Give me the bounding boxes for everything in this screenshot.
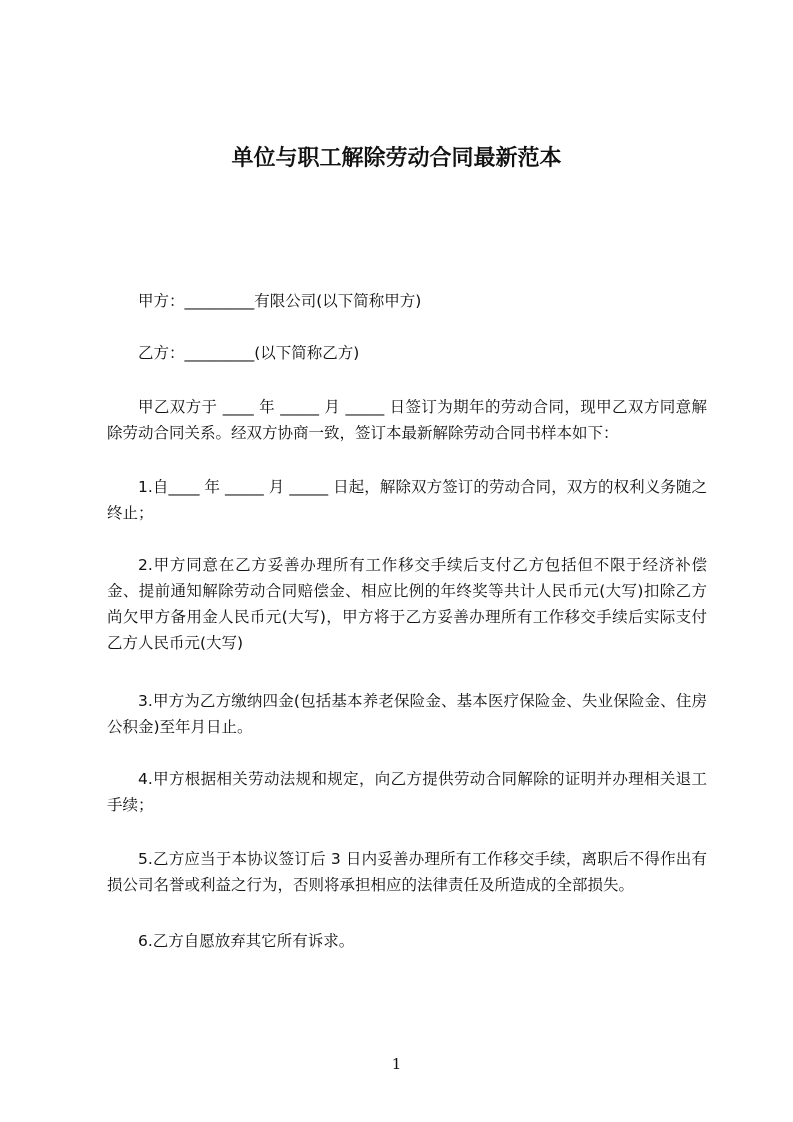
- page-number: 1: [391, 1055, 402, 1073]
- clause-3: 3.甲方为乙方缴纳四金(包括基本养老保险金、基本医疗保险金、失业保险金、住房公积金)至年月日止。: [107, 692, 707, 736]
- clause-1: 1.自____ 年 _____ 月 _____ 日起，解除双方签订的劳动合同，双方的权利义务随之终止；: [107, 478, 707, 522]
- clause-6: 6.乙方自愿放弃其它所有诉求。: [138, 932, 355, 950]
- clause-4: 4.甲方根据相关劳动法规和规定，向乙方提供劳动合同解除的证明并办理相关退工手续；: [107, 770, 707, 814]
- party-a-line: 甲方：_________有限公司(以下简称甲方): [138, 292, 422, 310]
- clause-5: 5.乙方应当于本协议签订后 3 日内妥善办理所有工作移交手续，离职后不得作出有损公司名誉或利益之行为，否则将承担相应的法律责任及所造成的全部损失。: [107, 850, 707, 894]
- party-b-line: 乙方：_________(以下简称乙方): [138, 344, 360, 362]
- document-title: 单位与职工解除劳动合同最新范本: [231, 146, 562, 171]
- clause-2: 2.甲方同意在乙方妥善办理所有工作移交手续后支付乙方包括但不限于经济补偿金、提前通知解除劳动合同赔偿金、相应比例的年终奖等共计人民币元(大写)扣除乙方尚欠甲方备用金人民币元(大写)，甲方将于乙方妥善办理所有工作移交手续后实际支付乙方人民币元(大写): [107, 556, 707, 652]
- intro-paragraph: 甲乙双方于 ____ 年 _____ 月 _____ 日签订为期年的劳动合同，现甲乙双方同意解除劳动合同关系。经双方协商一致，签订本最新解除劳动合同书样本如下：: [107, 398, 707, 442]
